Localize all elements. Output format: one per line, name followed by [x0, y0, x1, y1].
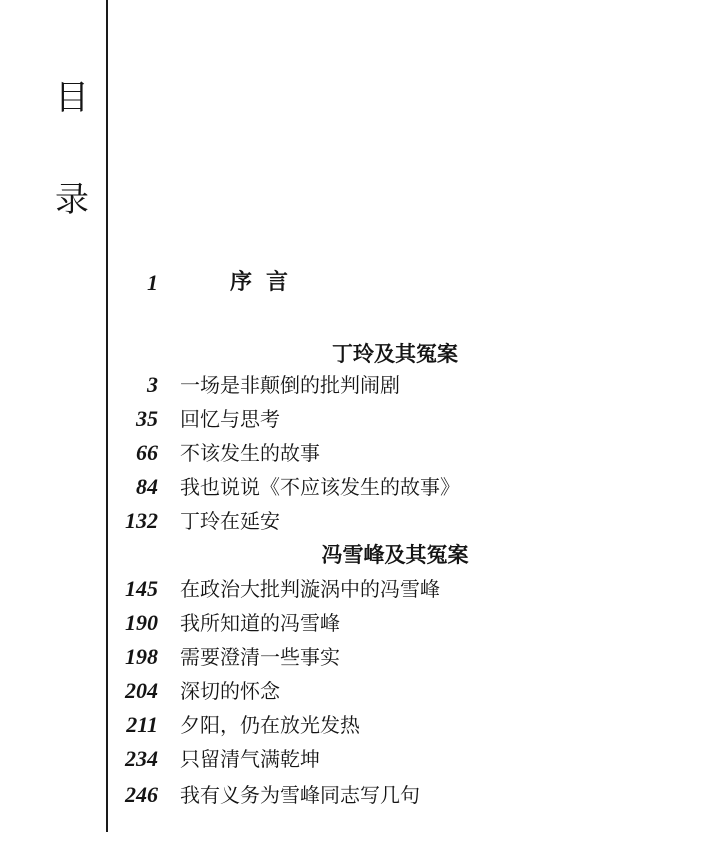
- entry-title: 丁玲在延安: [180, 509, 280, 533]
- entry-page-number: 190: [125, 610, 158, 635]
- entry-title: 不该发生的故事: [180, 441, 320, 465]
- entry-title: 回忆与思考: [180, 407, 280, 431]
- entry-title: 我有义务为雪峰同志写几句: [180, 783, 420, 807]
- entry-title: 在政治大批判漩涡中的冯雪峰: [180, 577, 440, 601]
- entry-title: 我也说说《不应该发生的故事》: [180, 475, 460, 499]
- entry-page-number: 198: [125, 644, 158, 669]
- entry-title: 我所知道的冯雪峰: [180, 611, 340, 635]
- section-title-ding-ling: 丁玲及其冤案: [332, 342, 458, 366]
- entry-title: 只留清气满乾坤: [180, 747, 320, 771]
- entry-page-number: 132: [125, 508, 158, 533]
- entry-page-number: 3: [147, 372, 158, 397]
- entry-page-number: 234: [125, 746, 158, 771]
- toc-heading-char-2: 录: [55, 180, 89, 220]
- preface-title: 序言: [230, 270, 303, 295]
- entry-title: 需要澄清一些事实: [180, 645, 340, 669]
- entry-page-number: 66: [136, 440, 158, 465]
- entry-title: 深切的怀念: [180, 679, 280, 703]
- toc-heading-char-1: 目: [55, 78, 89, 118]
- entry-page-number: 145: [125, 576, 158, 601]
- entry-page-number: 84: [136, 474, 158, 499]
- entry-page-number: 35: [136, 406, 158, 431]
- entry-page-number: 246: [125, 782, 158, 807]
- entry-title: 一场是非颠倒的批判闹剧: [180, 373, 400, 397]
- preface-page-number: 1: [147, 270, 158, 295]
- entry-title: 夕阳，仍在放光发热: [180, 713, 360, 737]
- section-title-feng-xuefeng: 冯雪峰及其冤案: [321, 543, 469, 567]
- entry-page-number: 211: [126, 712, 158, 737]
- entry-page-number: 204: [125, 678, 158, 703]
